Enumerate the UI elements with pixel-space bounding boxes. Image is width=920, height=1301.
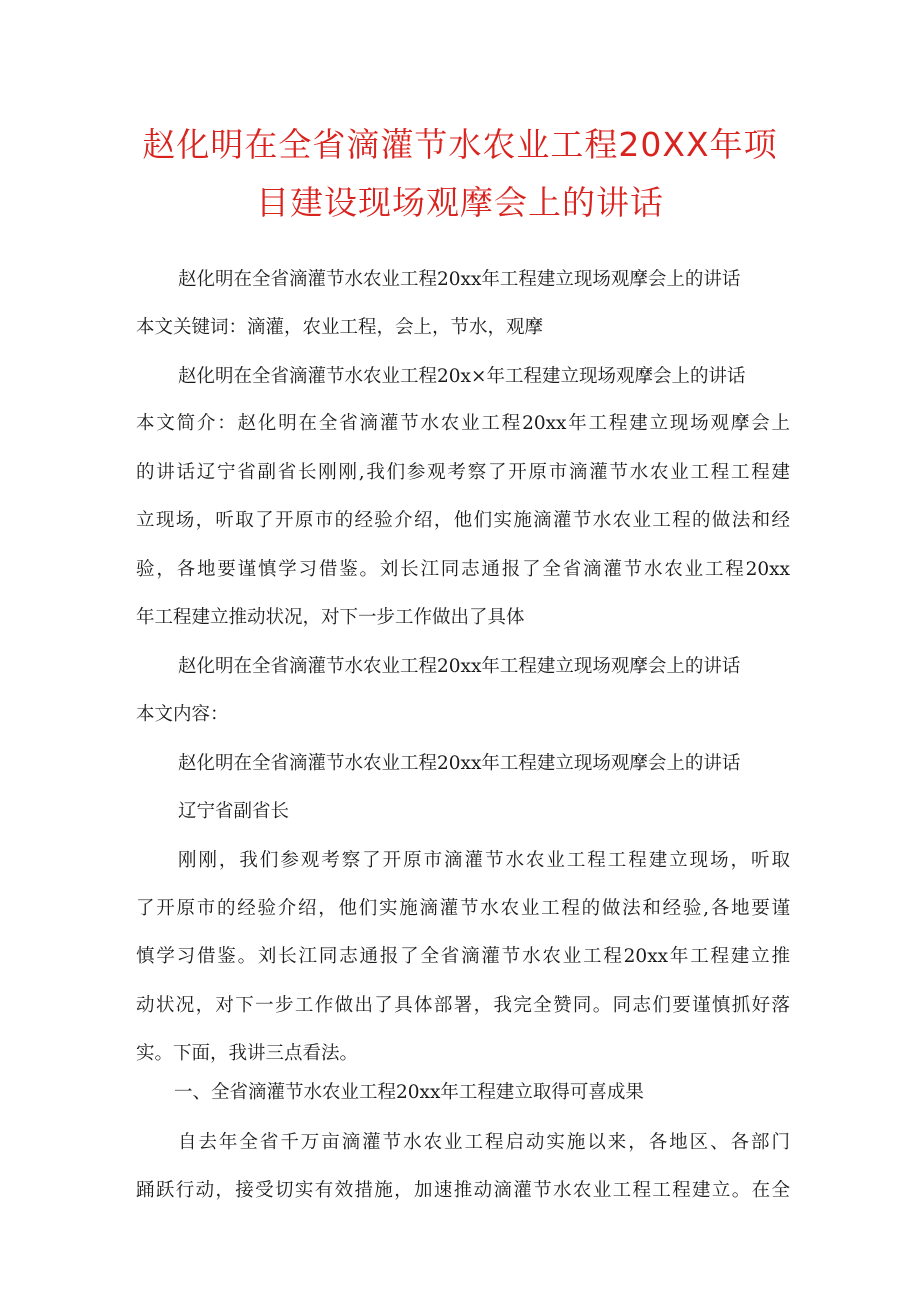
paragraph-line: 的讲话辽宁省副省长刚刚,我们参观考察了开原市滴灌节水农业工程工程建 <box>136 462 790 483</box>
paragraph-line: 验，各地要谨慎学习借鉴。刘长江同志通报了全省滴灌节水农业工程20xx <box>136 559 790 580</box>
paragraph-line: 赵化明在全省滴灌节水农业工程20x×年工程建立现场观摩会上的讲话 <box>178 366 746 387</box>
paragraph-line: 了开原市的经验介绍，他们实施滴灌节水农业工程的做法和经验,各地要谨 <box>136 898 790 919</box>
paragraph-line: 赵化明在全省滴灌节水农业工程20xx年工程建立现场观摩会上的讲话 <box>178 656 741 677</box>
paragraph-line: 刚刚，我们参观考察了开原市滴灌节水农业工程工程建立现场，听取 <box>178 850 790 871</box>
paragraph-line: 辽宁省副省长 <box>178 801 290 822</box>
section-heading: 一、全省滴灌节水农业工程20xx年工程建立取得可喜成果 <box>174 1082 644 1103</box>
paragraph-line: 本文关键词：滴灌，农业工程，会上，节水，观摩 <box>136 317 544 338</box>
paragraph-line: 动状况，对下一步工作做出了具体部署，我完全赞同。同志们要谨慎抓好落 <box>136 995 790 1016</box>
paragraph-line: 赵化明在全省滴灌节水农业工程20xx年工程建立现场观摩会上的讲话 <box>178 269 741 290</box>
title-line-1: 赵化明在全省滴灌节水农业工程20XX年项 <box>142 125 778 164</box>
title-line-2: 目建设现场观摩会上的讲话 <box>256 183 664 222</box>
paragraph-line: 年工程建立推动状况，对下一步工作做出了具体 <box>136 607 525 628</box>
paragraph-line: 自去年全省千万亩滴灌节水农业工程启动实施以来，各地区、各部门 <box>178 1132 790 1153</box>
paragraph-line: 本文简介：赵化明在全省滴灌节水农业工程20xx年工程建立现场观摩会上 <box>136 413 790 434</box>
paragraph-line: 赵化明在全省滴灌节水农业工程20xx年工程建立现场观摩会上的讲话 <box>178 753 741 774</box>
paragraph-line: 慎学习借鉴。刘长江同志通报了全省滴灌节水农业工程20xx年工程建立推 <box>136 946 790 967</box>
paragraph-line: 实。下面，我讲三点看法。 <box>136 1043 359 1064</box>
document-title <box>120 116 800 232</box>
paragraph-line: 立现场，听取了开原市的经验介绍，他们实施滴灌节水农业工程的做法和经 <box>136 510 790 531</box>
paragraph-line: 本文内容： <box>136 704 229 725</box>
paragraph-line: 踊跃行动，接受切实有效措施，加速推动滴灌节水农业工程工程建立。在全 <box>136 1180 790 1201</box>
